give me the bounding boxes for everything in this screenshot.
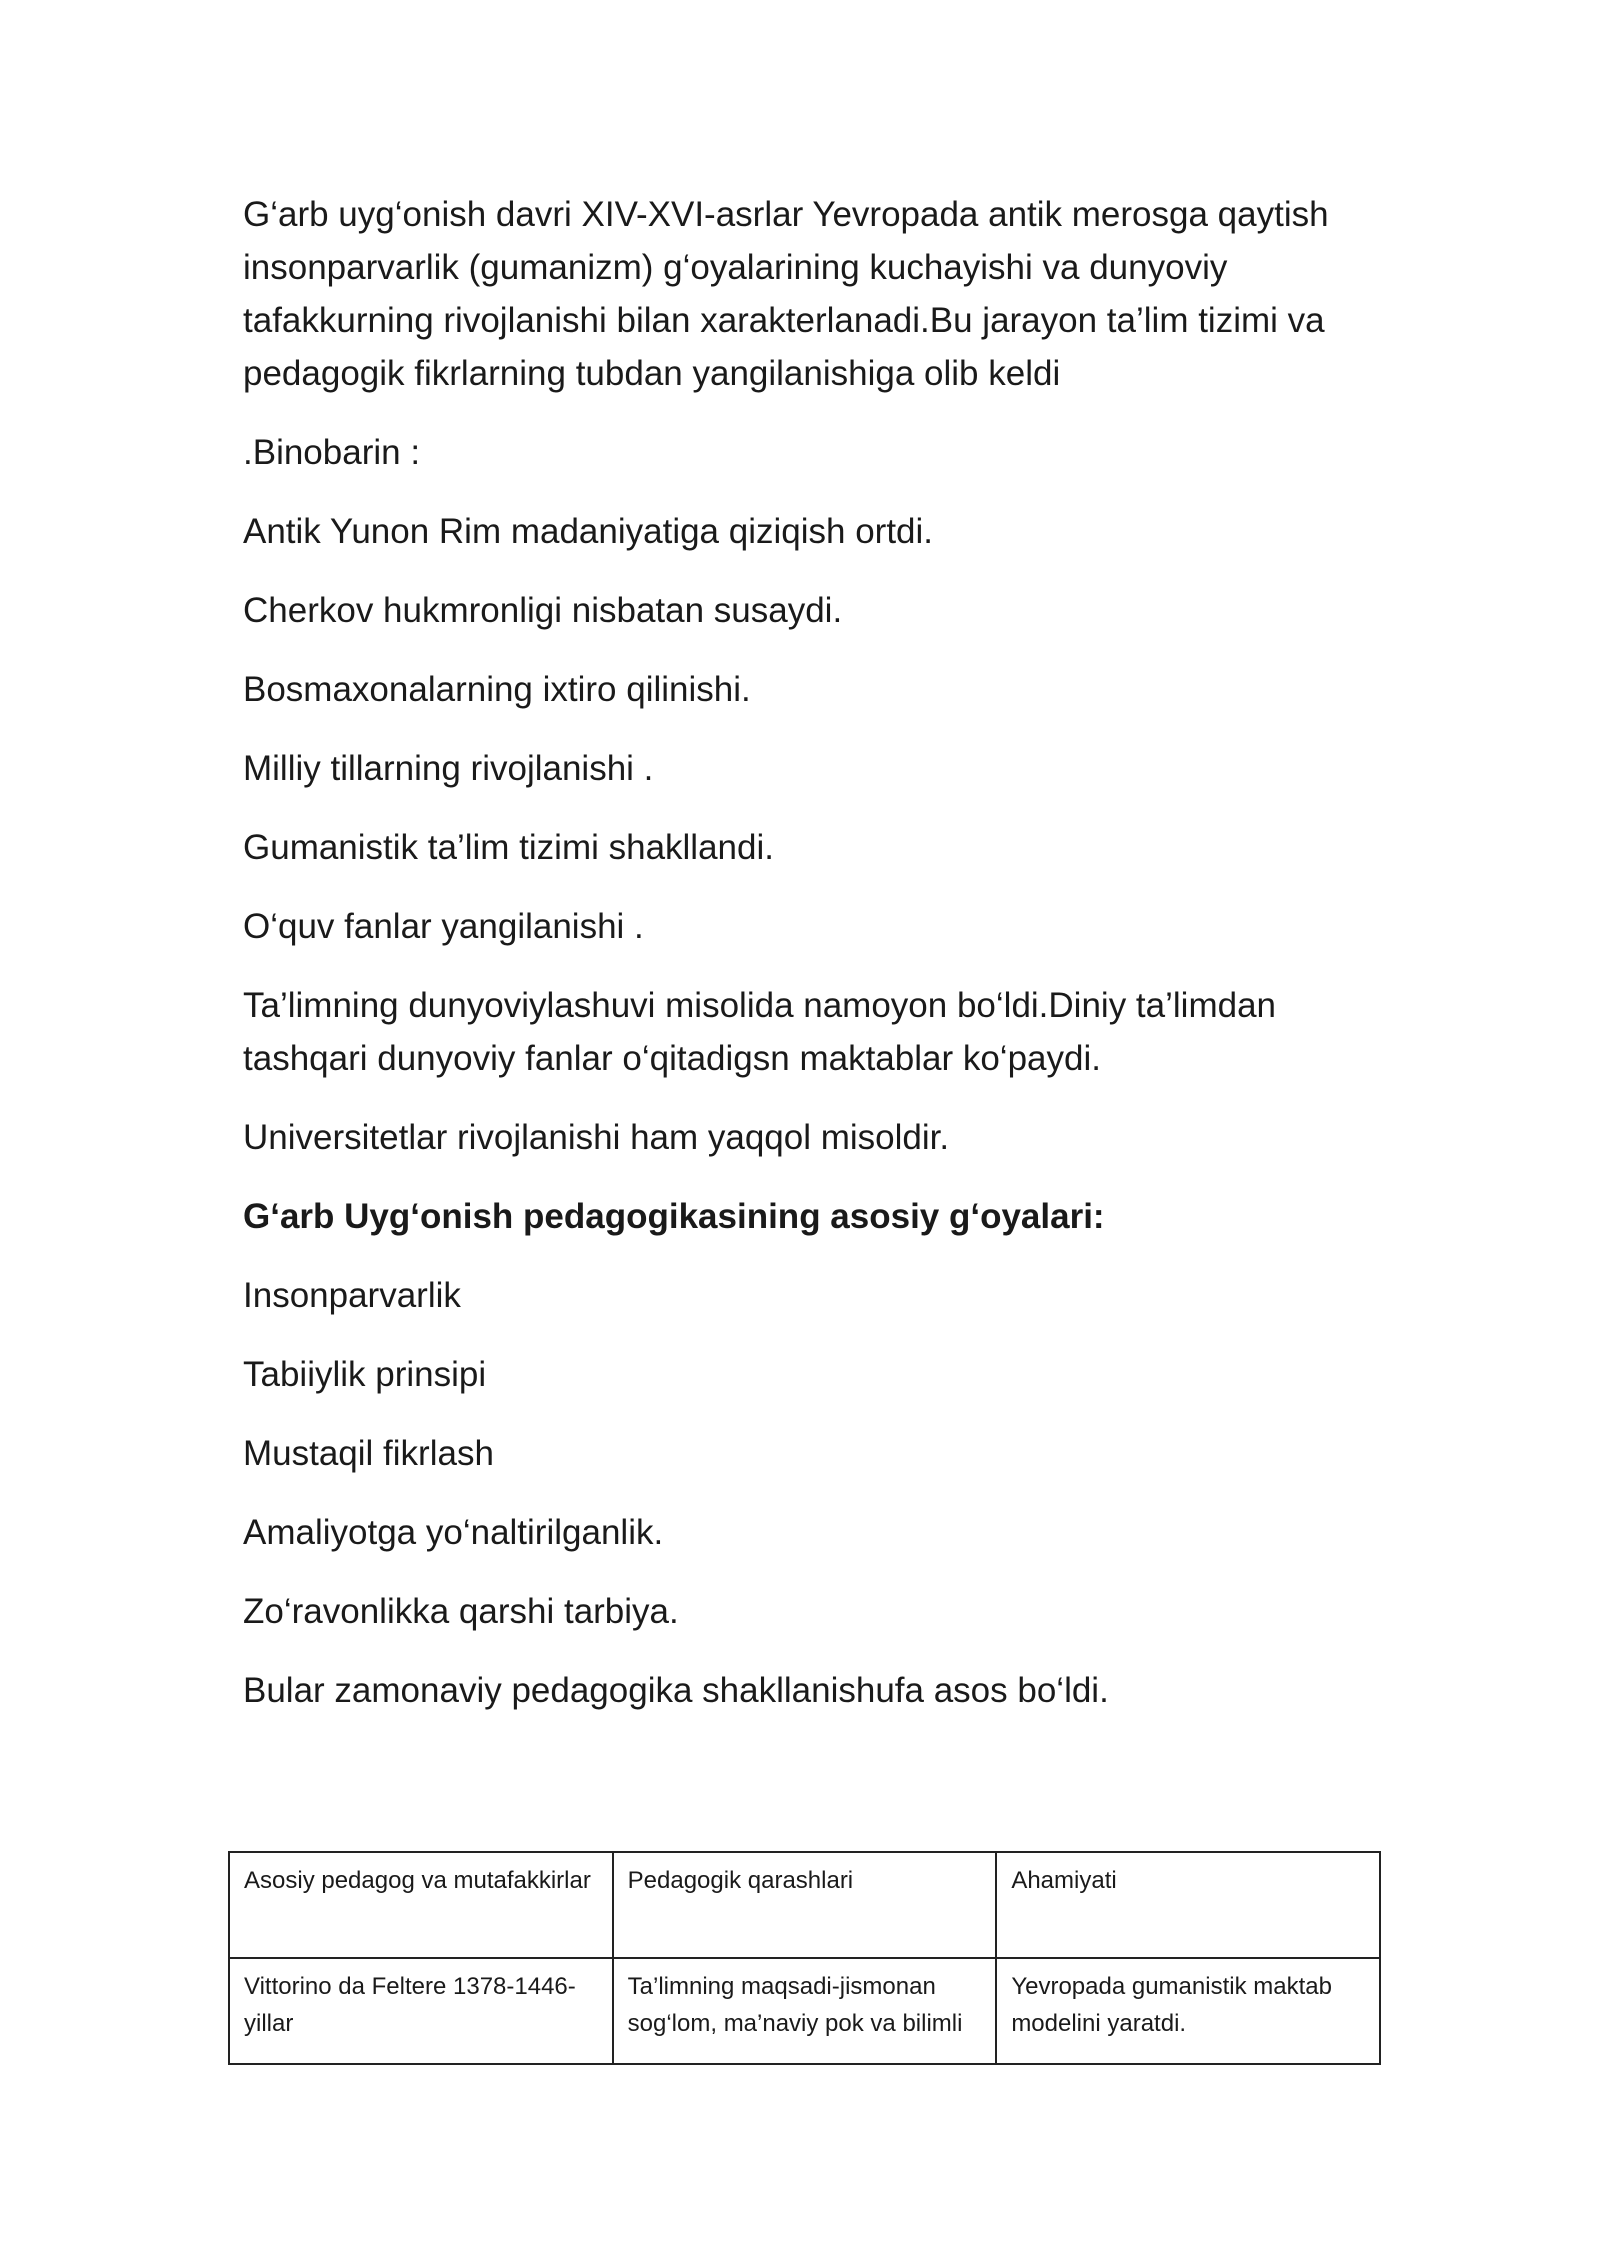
table-cell: Ahamiyati — [996, 1852, 1380, 1958]
table-cell: Yevropada gumanistik maktab modelini yaratdi. — [996, 1958, 1380, 2064]
section-heading: G‘arb Uyg‘onish pedagogikasining asosiy g‘oyalari: — [243, 1197, 1105, 1236]
paragraph: Zo‘ravonlikka qarshi tarbiya. — [243, 1592, 679, 1631]
paragraph: Insonparvarlik — [243, 1276, 461, 1315]
paragraph: O‘quv fanlar yangilanishi . — [243, 907, 644, 946]
paragraph: Milliy tillarning rivojlanishi . — [243, 749, 654, 788]
table-cell: Pedagogik qarashlari — [613, 1852, 997, 1958]
paragraph: Mustaqil fikrlash — [243, 1434, 494, 1473]
paragraph: Cherkov hukmronligi nisbatan susaydi. — [243, 591, 843, 630]
table-cell: Asosiy pedagog va mutafakkirlar — [229, 1852, 613, 1958]
pedagogues-table-wrapper — [228, 1851, 1381, 2065]
paragraph: Universitetlar rivojlanishi ham yaqqol misoldir. — [243, 1118, 950, 1157]
table-row — [229, 1958, 1380, 2064]
paragraph: Amaliyotga yo‘naltirilganlik. — [243, 1513, 664, 1552]
paragraph: Bular zamonaviy pedagogika shakllanishufa asos bo‘ldi. — [243, 1671, 1109, 1710]
paragraph: Tabiiylik prinsipi — [243, 1355, 487, 1394]
paragraph: Bosmaxonalarning ixtiro qilinishi. — [243, 670, 751, 709]
paragraph: G‘arb uyg‘onish davri XIV-XVI-asrlar Yevropada antik merosga qaytish insonparvarlik (gumanizm) g‘oyalarining kuchayishi va dunyoviy tafakkurning rivojlanishi bilan xarakterlanadi.Bu jarayon ta’lim tizimi va pedagogik fikrlarning tubdan yangilanishiga olib keldi — [243, 195, 1329, 393]
paragraph: .Binobarin : — [243, 433, 421, 472]
table-header-row — [229, 1852, 1380, 1958]
table-cell: Ta’limning maqsadi-jismonan sog‘lom, ma’naviy pok va bilimli — [613, 1958, 997, 2064]
paragraph: Antik Yunon Rim madaniyatiga qiziqish ortdi. — [243, 512, 934, 551]
pedagogues-table — [228, 1851, 1381, 2065]
paragraph: Gumanistik ta’lim tizimi shakllandi. — [243, 828, 774, 867]
table-cell: Vittorino da Feltere 1378-1446-yillar — [229, 1958, 613, 2064]
paragraph: Ta’limning dunyoviylashuvi misolida namoyon bo‘ldi.Diniy ta’limdan tashqari dunyoviy fanlar o‘qitadigsn maktablar ko‘paydi. — [243, 986, 1276, 1078]
document-body — [243, 188, 1383, 1743]
